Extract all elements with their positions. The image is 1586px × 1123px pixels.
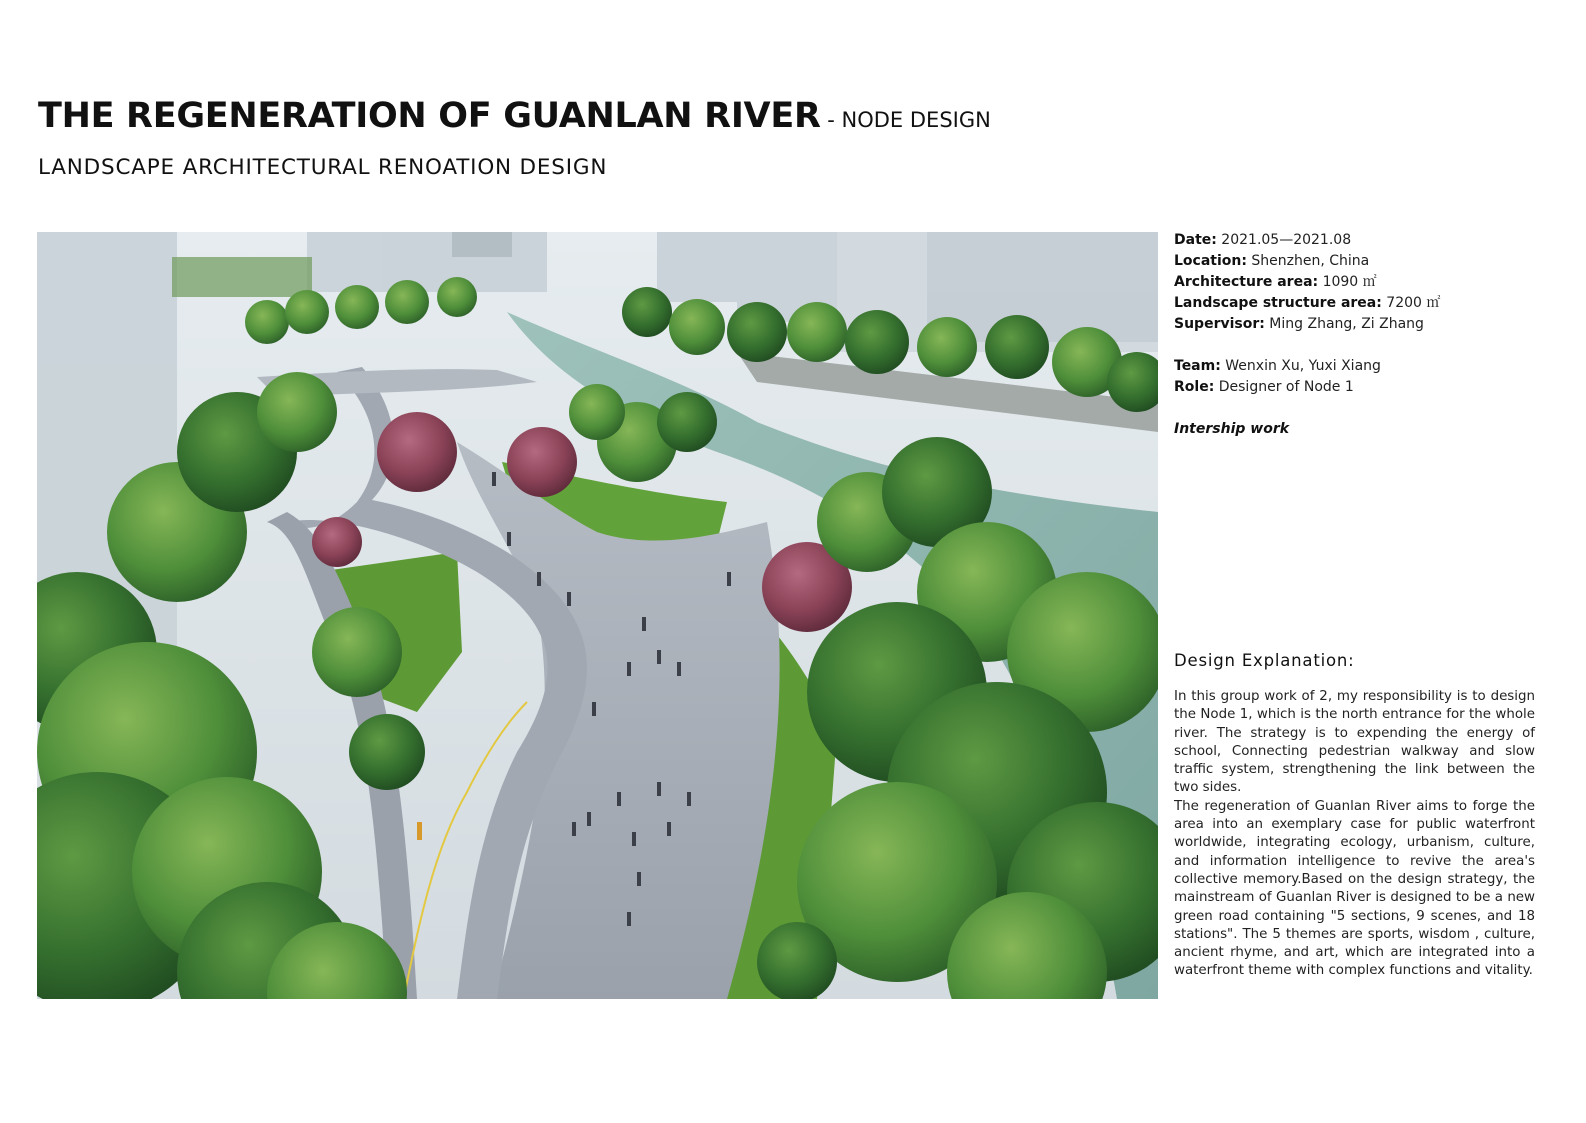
info-supervisor-label: Supervisor: [1174, 316, 1265, 332]
info-team [1174, 356, 1544, 377]
design-explanation-text [1174, 688, 1535, 981]
info-landscape-area [1174, 293, 1544, 314]
title-suffix: - NODE DESIGN [820, 108, 991, 132]
info-landscape-area-label: Landscape structure area: [1174, 295, 1382, 311]
title-main: THE REGENERATION OF GUANLAN RIVER [38, 96, 821, 136]
info-role-label: Role: [1174, 379, 1215, 395]
info-date [1174, 230, 1544, 251]
explanation-paragraph-2: The regeneration of Guanlan River aims to forge the area into an exemplary case for public waterfront worldwide, integrating ecology, urbanism, culture, and information intelligence to revive the area's collective memory.Based on the design strategy, the mainstream of Guanlan River is designed to be a new green road containing "5 sections, 9 scenes, and 18 stations". The 5 themes are sports, wisdom , culture, ancient rhyme, and art, which are integrated into a waterfront theme with complex functions and vitality. [1174, 798, 1535, 979]
aerial-render-image [37, 232, 1158, 999]
info-role-value: Designer of Node 1 [1214, 379, 1354, 395]
info-supervisor-value: Ming Zhang, Zi Zhang [1264, 316, 1424, 332]
info-architecture-area [1174, 272, 1544, 293]
design-explanation-heading: Design Explanation: [1174, 651, 1355, 670]
info-supervisor [1174, 314, 1544, 335]
page-title [38, 96, 991, 136]
info-landscape-area-value: 7200 ㎡ [1381, 295, 1441, 311]
page-subtitle: LANDSCAPE ARCHITECTURAL RENOATION DESIGN [38, 155, 608, 180]
explanation-paragraph-1: In this group work of 2, my responsibility is to design the Node 1, which is the north entrance for the whole river. The strategy is to expending the energy of school, Connecting pedestrian walkway and slow traffic system, strengthening the link between the two sides. [1174, 689, 1535, 796]
info-team-value: Wenxin Xu, Yuxi Xiang [1220, 358, 1381, 374]
info-team-label: Team: [1174, 358, 1221, 374]
info-location-label: Location: [1174, 253, 1247, 269]
info-architecture-area-label: Architecture area: [1174, 274, 1319, 290]
info-note: Intership work [1174, 421, 1290, 437]
info-date-label: Date: [1174, 232, 1217, 248]
project-info [1174, 230, 1544, 440]
info-role [1174, 377, 1544, 398]
info-location [1174, 251, 1544, 272]
info-location-value: Shenzhen, China [1246, 253, 1370, 269]
info-architecture-area-value: 1090 ㎡ [1318, 274, 1377, 290]
info-date-value: 2021.05—2021.08 [1216, 232, 1352, 248]
